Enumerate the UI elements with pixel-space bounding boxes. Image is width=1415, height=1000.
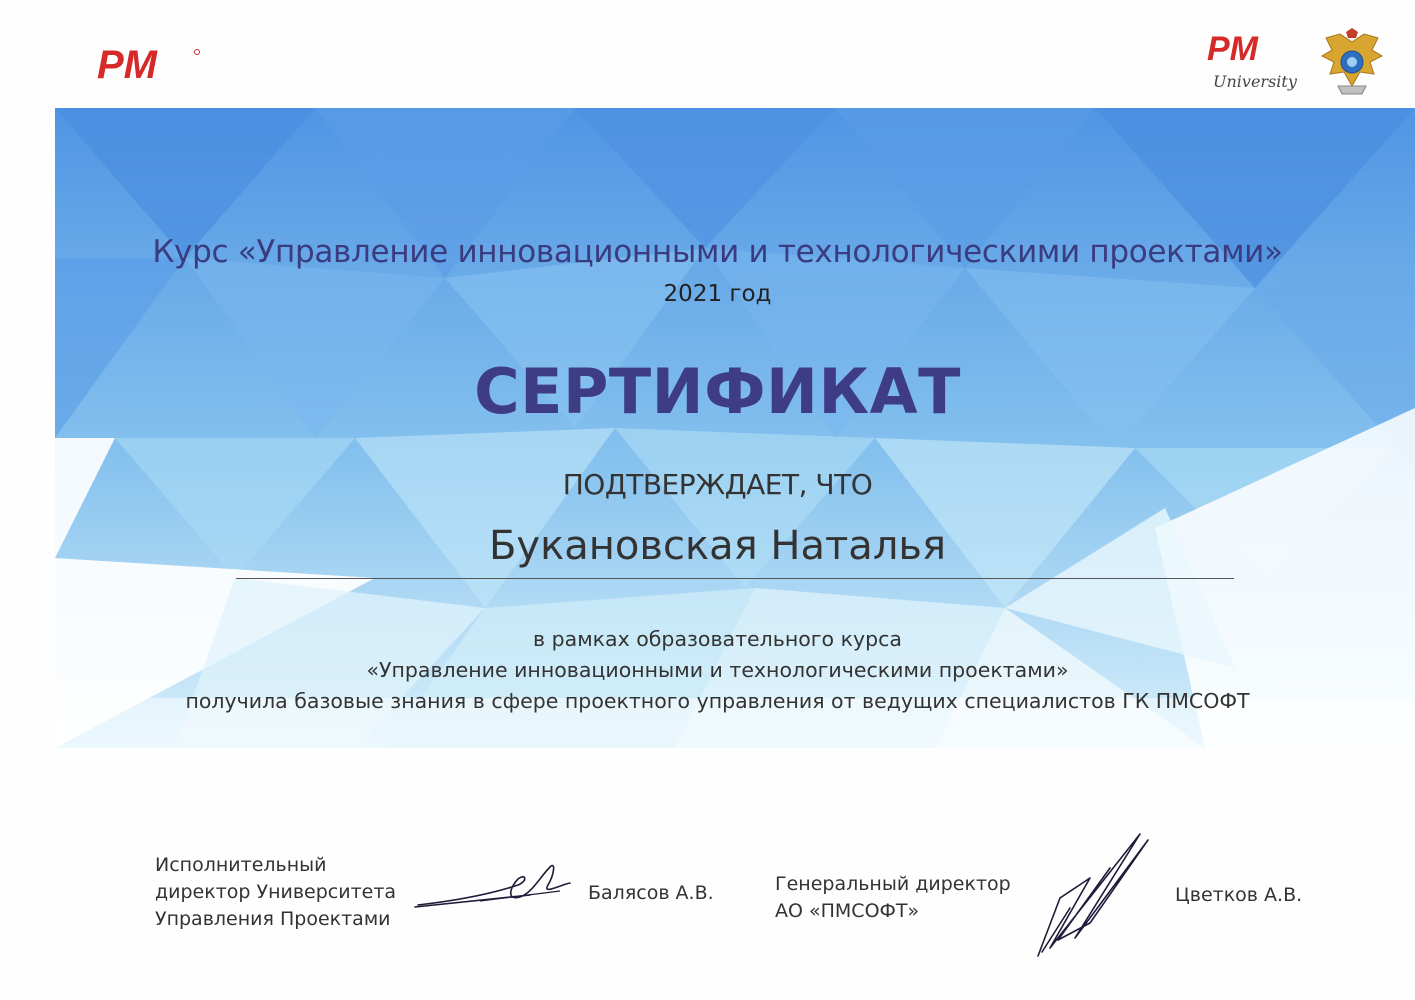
pm-logo-text: PM <box>97 43 157 86</box>
body-line-2: «Управление инновационными и технологическими проектами» <box>366 658 1069 682</box>
recipient-name: Букановская Наталья <box>488 523 947 569</box>
left-role-line-1: Исполнительный <box>155 854 327 876</box>
certificate-title: СЕРТИФИКАТ <box>474 355 961 428</box>
left-role-line-2: директор Университета <box>155 881 397 903</box>
left-signatory-role <box>155 852 396 933</box>
left-signatory-name: Балясов А.В. <box>588 882 714 904</box>
university-logo-subtext: University <box>1213 72 1297 91</box>
body-line-1: в рамках образовательного курса <box>533 627 902 651</box>
double-headed-eagle-crest-icon <box>1318 28 1386 102</box>
background-banner <box>55 108 1415 748</box>
course-title: Курс «Управление инновационными и технологическими проектами» <box>152 234 1283 270</box>
course-year: 2021 год <box>663 281 772 307</box>
body-line-3: получила базовые знания в сфере проектного управления от ведущих специалистов ГК ПМСОФТ <box>185 689 1250 713</box>
confirms-text: ПОДТВЕРЖДАЕТ, ЧТО <box>562 468 873 501</box>
left-role-line-3: Управления Проектами <box>155 908 391 930</box>
right-signatory-role <box>775 871 1011 925</box>
right-signature-icon <box>1030 828 1155 967</box>
right-signatory-name: Цветков А.В. <box>1175 884 1303 906</box>
right-role-line-2: АО «ПМСОФТ» <box>775 900 920 922</box>
name-underline <box>236 578 1234 579</box>
right-role-line-1: Генеральный директор <box>775 873 1011 895</box>
left-signature-icon <box>410 855 575 919</box>
pm-logo-left <box>95 42 205 90</box>
pm-university-logo-text: PM <box>1207 30 1258 68</box>
pm-university-logo <box>1205 30 1300 100</box>
